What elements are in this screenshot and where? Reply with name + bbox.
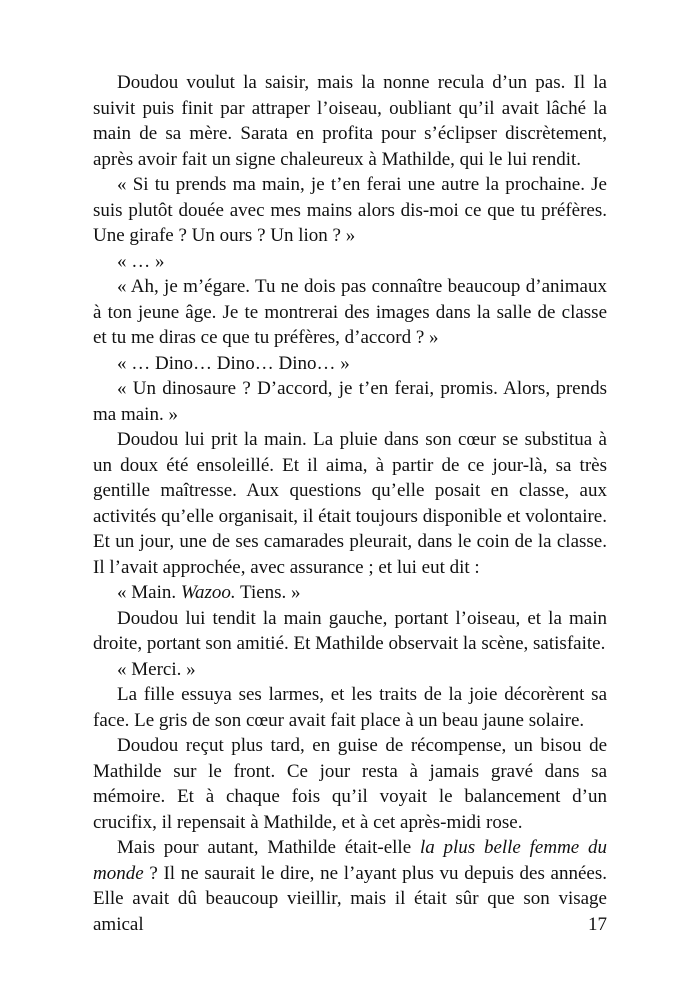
text-run: « Un dinosaure ? D’accord, je t’en ferai, promis. Alors, prends ma main. » bbox=[93, 378, 607, 425]
paragraph bbox=[93, 274, 607, 351]
book-page bbox=[93, 70, 607, 950]
paragraph bbox=[93, 172, 607, 249]
text-run: Tiens. » bbox=[235, 582, 301, 603]
italic-text: la plus belle femme du monde bbox=[93, 837, 607, 884]
paragraph bbox=[93, 427, 607, 580]
text-run: Doudou lui tendit la main gauche, portant l’oiseau, et la main droite, portant son amitié. Et Mathilde observait la scène, satisfaite. bbox=[93, 607, 607, 654]
paragraph bbox=[93, 682, 607, 733]
text-run: « Ah, je m’égare. Tu ne dois pas connaître beaucoup d’animaux à ton jeune âge. Je te montrerai des images dans la salle de classe et tu me diras ce que tu préfères, d’accord ? » bbox=[93, 276, 607, 348]
text-run: « Main. bbox=[117, 582, 181, 603]
paragraph bbox=[93, 70, 607, 172]
text-run: Doudou lui prit la main. La pluie dans son cœur se substitua à un doux été ensoleillé. Et il aima, à partir de ce jour-là, sa très gentille maîtresse. Aux questions qu’elle posait en classe, aux activités qu’elle organisait, il était toujours disponible et volontaire. Et un jour, une de ses camarades pleurait, dans le coin de la classe. Il l’avait approchée, avec assurance ; et lui eut dit : bbox=[93, 429, 607, 578]
body-text bbox=[93, 70, 607, 937]
paragraph bbox=[93, 376, 607, 427]
text-run: « … Dino… Dino… Dino… » bbox=[117, 352, 350, 374]
paragraph bbox=[93, 733, 607, 835]
paragraph bbox=[93, 606, 607, 657]
text-run: Doudou voulut la saisir, mais la nonne recula d’un pas. Il la suivit puis finit par attraper l’oiseau, oubliant qu’il avait lâché la main de sa mère. Sarata en profita pour s’éclipser discrètement, après avoir fait un signe chaleureux à Mathilde, qui le lui rendit. bbox=[93, 72, 607, 170]
paragraph bbox=[93, 835, 607, 937]
italic-text: Wazoo. bbox=[180, 582, 236, 603]
text-run: La fille essuya ses larmes, et les traits de la joie décorèrent sa face. Le gris de son cœur avait fait place à un beau jaune solaire. bbox=[93, 684, 607, 731]
paragraph bbox=[93, 351, 607, 377]
text-run: Mais pour autant, Mathilde était-elle bbox=[117, 837, 420, 858]
text-run: Doudou reçut plus tard, en guise de récompense, un bisou de Mathilde sur le front. Ce jour resta à jamais gravé dans sa mémoire. Et à chaque fois qu’il voyait le balancement d’un crucifix, il repensait à Mathilde, et à cet après-midi rose. bbox=[93, 735, 607, 833]
paragraph bbox=[93, 249, 607, 275]
text-run: « Si tu prends ma main, je t’en ferai une autre la prochaine. Je suis plutôt douée avec mes mains alors dis-moi ce que tu préfères. Une girafe ? Un ours ? Un lion ? » bbox=[93, 174, 607, 246]
text-run: ? Il ne saurait le dire, ne l’ayant plus vu depuis des années. Elle avait dû beaucoup vieillir, mais il était sûr que son visage amical bbox=[93, 862, 607, 935]
text-run: « … » bbox=[117, 250, 165, 272]
page-number: 17 bbox=[588, 914, 607, 935]
paragraph bbox=[93, 657, 607, 683]
paragraph bbox=[93, 580, 607, 606]
text-run: « Merci. » bbox=[117, 658, 196, 680]
